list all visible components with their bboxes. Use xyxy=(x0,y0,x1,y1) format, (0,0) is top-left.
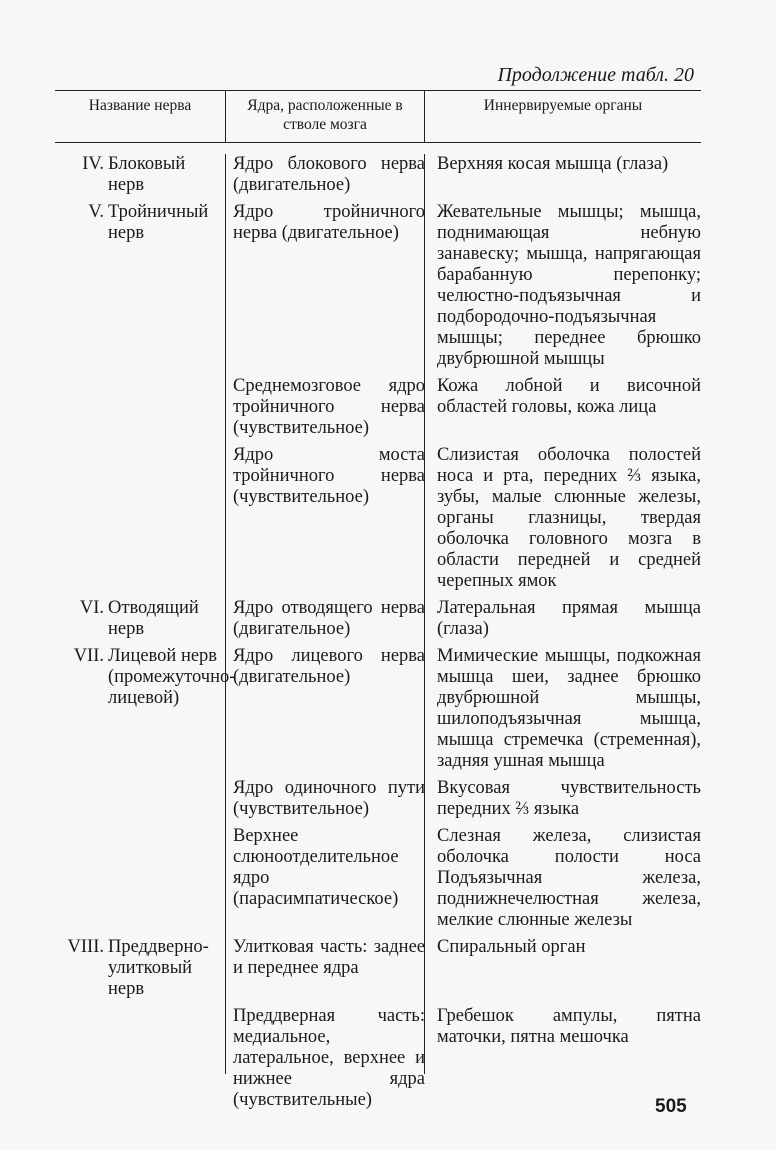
table-row xyxy=(55,445,701,598)
column-divider xyxy=(225,90,226,142)
table-row xyxy=(55,646,701,778)
table-row xyxy=(55,1006,701,1117)
header-innervated-organs: Иннервируемые органы xyxy=(483,97,643,114)
nucleus-cell: Ядро лицевого нерва (двигательное) xyxy=(233,646,425,687)
nerve-number: VI. xyxy=(79,598,104,618)
header-nerve-name: Название нерва xyxy=(88,97,192,114)
nerve-cell xyxy=(55,826,225,937)
nerve-cell xyxy=(55,154,225,202)
nerve-name: Отводящий нерв xyxy=(108,598,199,639)
table-row xyxy=(55,937,701,1006)
nerve-cell xyxy=(55,376,225,445)
nucleus-cell: Ядро тройничного нерва (двигательное) xyxy=(233,202,425,243)
header-top-rule xyxy=(55,90,701,91)
nerve-number: VII. xyxy=(73,646,104,666)
organs-cell: Латеральная прямая мышца (глаза) xyxy=(437,598,701,639)
organs-cell: Мимические мышцы, подкожная мышца шеи, заднее брюшко двубрюшной мышцы, шилоподъязычная мышца, мышца стремечка (стременная), задняя ушная мышца xyxy=(437,646,701,771)
nerve-name: Тройничный нерв xyxy=(108,202,209,243)
table-row xyxy=(55,202,701,376)
page-number: 505 xyxy=(655,1096,687,1117)
nerve-cell xyxy=(55,778,225,826)
table-row xyxy=(55,826,701,937)
nucleus-cell: Среднемозговое ядро тройничного нерва (чувствительное) xyxy=(233,376,425,438)
nerve-cell xyxy=(55,646,236,778)
table-continuation-label: Продолжение табл. 20 xyxy=(497,64,694,86)
organs-cell: Слезная железа, слизистая оболочка полости носа Подъязычная железа, поднижнечелюстная железа, мелкие слюнные железы xyxy=(437,826,701,930)
nucleus-cell: Ядро отводящего нерва (двигательное) xyxy=(233,598,425,639)
nerve-number: V. xyxy=(88,202,104,222)
organs-cell: Верхняя косая мышца (глаза) xyxy=(437,154,669,174)
table-row xyxy=(55,376,701,445)
nerve-cell xyxy=(55,202,225,376)
nerve-cell xyxy=(55,937,225,1006)
cranial-nerves-table xyxy=(55,154,701,1117)
nerve-name: Лицевой нерв (промежуточно-лицевой) xyxy=(108,646,236,708)
column-divider xyxy=(424,90,425,142)
organs-cell: Жевательные мышцы; мышца, поднимающая небную занавеску; мышца, напрягающая барабанную перепонку; челюстно-подъязычная и подбородочно-подъязычная мышцы; переднее брюшко двубрюшной мышцы xyxy=(437,202,701,369)
header-bottom-rule xyxy=(55,142,701,143)
nerve-number: VIII. xyxy=(67,937,104,957)
table-row xyxy=(55,778,701,826)
nucleus-cell: Ядро моста тройничного нерва (чувствительное) xyxy=(233,445,425,507)
nerve-name: Преддверно-улитковый нерв xyxy=(108,937,209,999)
nucleus-cell: Ядро блокового нерва (двигательное) xyxy=(233,154,425,195)
nucleus-cell: Верхнее слюноотделительное ядро (парасимпатическое) xyxy=(233,826,399,909)
organs-cell: Кожа лобной и височной областей головы, кожа лица xyxy=(437,376,701,417)
table-row xyxy=(55,598,701,646)
nucleus-cell: Ядро одиночного пути (чувствительное) xyxy=(233,778,425,819)
organs-cell: Вкусовая чувствительность передних ⅔ языка xyxy=(437,778,701,819)
nerve-name: Блоковый нерв xyxy=(108,154,186,195)
header-brainstem-nuclei: Ядра, расположенные в стволе мозга xyxy=(247,97,403,133)
nerve-cell xyxy=(55,445,225,598)
table-row xyxy=(55,154,701,202)
nucleus-cell: Преддверная часть: медиальное, латеральное, верхнее и нижнее ядра (чувствительные) xyxy=(233,1006,425,1110)
nerve-number: IV. xyxy=(82,154,104,174)
nerve-cell xyxy=(55,1006,225,1117)
organs-cell: Спиральный орган xyxy=(437,937,586,957)
organs-cell: Гребешок ампулы, пятна маточки, пятна мешочка xyxy=(437,1006,701,1047)
nucleus-cell: Улитковая часть: заднее и переднее ядра xyxy=(233,937,425,978)
nerve-cell xyxy=(55,598,225,646)
organs-cell: Слизистая оболочка полостей носа и рта, передних ⅔ языка, зубы, малые слюнные железы, органы глазницы, твердая оболочка головного мозга в области передней и средней черепных ямок xyxy=(437,445,701,591)
